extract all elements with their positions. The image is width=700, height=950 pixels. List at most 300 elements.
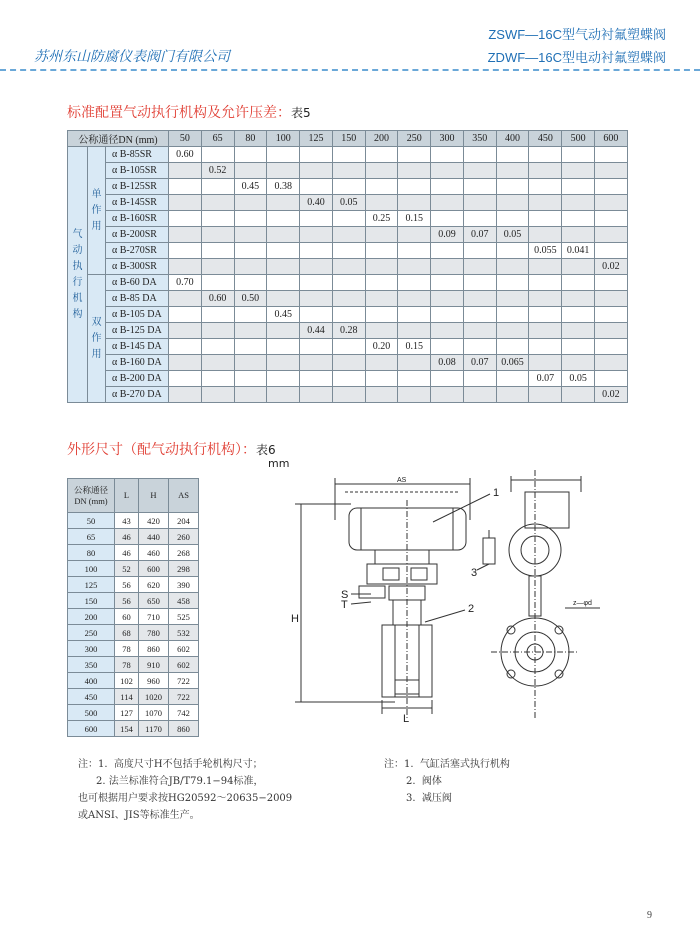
label-l: L <box>403 713 410 725</box>
actuator-model: α B-60 DA <box>106 275 169 291</box>
section6-title-text: 外形尺寸（配气动执行机构）： <box>67 442 256 458</box>
pressure-cell: 0.50 <box>234 291 267 307</box>
pressure-cell <box>365 291 398 307</box>
pressure-cell <box>594 323 627 339</box>
pressure-cell <box>529 323 562 339</box>
pressure-cell <box>562 323 595 339</box>
dimension-cell: 52 <box>115 561 139 577</box>
pressure-cell <box>169 371 202 387</box>
actuator-model: α B-85SR <box>106 147 169 163</box>
pressure-cell <box>201 211 234 227</box>
pressure-cell: 0.52 <box>201 163 234 179</box>
pressure-cell <box>332 307 365 323</box>
dimension-cell: 860 <box>169 721 199 737</box>
pressure-cell <box>267 243 300 259</box>
section6-title <box>67 439 276 459</box>
pressure-cell <box>463 323 496 339</box>
pressure-cell <box>234 227 267 243</box>
section5-table-label: 表5 <box>291 106 311 120</box>
pressure-cell: 0.055 <box>529 243 562 259</box>
pressure-cell <box>201 259 234 275</box>
dn-cell: 450 <box>68 689 115 705</box>
actuator-model: α B-160 DA <box>106 355 169 371</box>
single-acting-label: 单作用 <box>91 188 102 232</box>
pressure-cell <box>201 371 234 387</box>
table-row <box>68 147 628 163</box>
dn-column-header: 400 <box>496 131 529 147</box>
pressure-cell <box>463 275 496 291</box>
group-single-acting <box>88 147 106 275</box>
pressure-cell <box>201 147 234 163</box>
pressure-cell: 0.041 <box>562 243 595 259</box>
pressure-cell <box>496 387 529 403</box>
pressure-cell <box>169 179 202 195</box>
side-actuator <box>525 492 569 528</box>
pressure-cell: 0.28 <box>332 323 365 339</box>
pressure-cell: 0.02 <box>594 259 627 275</box>
dimension-cell: 43 <box>115 513 139 529</box>
pressure-cell: 0.05 <box>332 195 365 211</box>
dimension-cell: 602 <box>169 641 199 657</box>
note-left-2: 2. 法兰标准符合JB/T79.1−94标准， <box>96 776 264 787</box>
dn-cell: 500 <box>68 705 115 721</box>
pressure-cell <box>267 147 300 163</box>
pressure-cell <box>169 291 202 307</box>
table-row <box>68 705 199 721</box>
pressure-cell <box>496 275 529 291</box>
pressure-cell <box>594 275 627 291</box>
note-right-2: 2. 阀体 <box>406 776 442 787</box>
dimension-cell: 458 <box>169 593 199 609</box>
table-row <box>68 673 199 689</box>
pressure-cell <box>332 211 365 227</box>
pressure-cell <box>169 307 202 323</box>
dn-cell: 300 <box>68 641 115 657</box>
pressure-cell <box>201 323 234 339</box>
pressure-cell <box>529 195 562 211</box>
table-row <box>68 657 199 673</box>
pressure-cell <box>169 339 202 355</box>
dimension-cell: 60 <box>115 609 139 625</box>
valve-dimension-drawing <box>285 470 640 740</box>
pressure-cell <box>594 371 627 387</box>
label-bolt-holes: z—φd <box>573 600 592 607</box>
pressure-cell <box>332 339 365 355</box>
pressure-cell <box>529 147 562 163</box>
table-row <box>68 721 199 737</box>
pressure-cell <box>463 195 496 211</box>
pressure-cell <box>562 387 595 403</box>
pressure-cell <box>562 355 595 371</box>
pressure-cell: 0.08 <box>431 355 464 371</box>
dn-column-header: 100 <box>267 131 300 147</box>
pressure-cell <box>300 211 333 227</box>
dimension-cell: 620 <box>139 577 169 593</box>
pressure-cell <box>398 179 431 195</box>
table-row <box>68 609 199 625</box>
pressure-cell <box>267 227 300 243</box>
pressure-cell <box>234 387 267 403</box>
table-row <box>68 307 628 323</box>
pressure-cell <box>398 163 431 179</box>
dim-column-header: H <box>139 479 169 513</box>
pressure-cell <box>398 243 431 259</box>
dimension-cell: 722 <box>169 689 199 705</box>
table-row <box>68 689 199 705</box>
section5-title-text: 标准配置气动执行机构及允许压差： <box>67 105 291 121</box>
pressure-cell <box>201 227 234 243</box>
pressure-cell: 0.38 <box>267 179 300 195</box>
dimension-cell: 860 <box>139 641 169 657</box>
pressure-cell <box>267 275 300 291</box>
pressure-cell <box>365 227 398 243</box>
pressure-cell <box>365 371 398 387</box>
pressure-cell <box>562 227 595 243</box>
pressure-cell <box>169 323 202 339</box>
dimension-cell: 742 <box>169 705 199 721</box>
table-row <box>68 211 628 227</box>
dn-cell: 600 <box>68 721 115 737</box>
dn-cell: 350 <box>68 657 115 673</box>
dimension-cell: 78 <box>115 657 139 673</box>
pressure-cell: 0.065 <box>496 355 529 371</box>
pressure-cell <box>365 243 398 259</box>
pressure-cell <box>201 307 234 323</box>
pressure-cell <box>431 243 464 259</box>
pressure-cell: 0.09 <box>431 227 464 243</box>
pressure-cell: 0.45 <box>234 179 267 195</box>
pressure-cell <box>496 339 529 355</box>
pressure-cell <box>463 307 496 323</box>
table-row <box>68 355 628 371</box>
dimension-cell: 260 <box>169 529 199 545</box>
table-row <box>68 323 628 339</box>
label-actuator: 1 <box>493 487 500 499</box>
pressure-cell <box>431 387 464 403</box>
pressure-cell <box>169 163 202 179</box>
pressure-cell <box>594 291 627 307</box>
pressure-cell <box>496 323 529 339</box>
dimension-cell: 710 <box>139 609 169 625</box>
pressure-cell <box>496 371 529 387</box>
dimension-cell: 1070 <box>139 705 169 721</box>
pressure-cell <box>365 307 398 323</box>
dn-cell: 65 <box>68 529 115 545</box>
pressure-cell <box>365 387 398 403</box>
pressure-cell <box>594 163 627 179</box>
pressure-cell <box>300 387 333 403</box>
pressure-cell <box>300 339 333 355</box>
pressure-cell <box>496 195 529 211</box>
pressure-cell: 0.44 <box>300 323 333 339</box>
pressure-cell <box>496 243 529 259</box>
label-s: S <box>341 589 349 601</box>
pressure-cell <box>496 211 529 227</box>
dim-column-header: L <box>115 479 139 513</box>
pressure-cell <box>496 147 529 163</box>
pressure-reducing-valve <box>483 538 495 564</box>
pressure-cell <box>496 179 529 195</box>
section6-unit: mm <box>268 457 290 470</box>
dimension-cell: 780 <box>139 625 169 641</box>
table-row <box>68 387 628 403</box>
pressure-cell <box>431 323 464 339</box>
header-divider <box>0 69 700 71</box>
pressure-cell <box>431 371 464 387</box>
pressure-cell <box>496 163 529 179</box>
pressure-cell <box>201 243 234 259</box>
pressure-cell <box>463 371 496 387</box>
pressure-cell <box>562 339 595 355</box>
actuator-model: α B-200SR <box>106 227 169 243</box>
pressure-cell <box>463 291 496 307</box>
pressure-cell: 0.07 <box>529 371 562 387</box>
pressure-cell <box>562 195 595 211</box>
pressure-cell <box>332 291 365 307</box>
table-row <box>68 163 628 179</box>
pressure-cell <box>234 163 267 179</box>
product-title-pneumatic: ZSWF—16C型气动衬氟塑蝶阀 <box>488 27 666 42</box>
pressure-cell <box>529 211 562 227</box>
pressure-cell <box>594 243 627 259</box>
pressure-cell: 0.40 <box>300 195 333 211</box>
actuator-model: α B-270SR <box>106 243 169 259</box>
pressure-cell <box>431 339 464 355</box>
dim-column-header: AS <box>169 479 199 513</box>
pressure-cell <box>332 163 365 179</box>
dn-column-header: 500 <box>562 131 595 147</box>
dimension-table <box>67 478 199 737</box>
actuator-model: α B-125SR <box>106 179 169 195</box>
actuator-model: α B-85 DA <box>106 291 169 307</box>
dimension-cell: 78 <box>115 641 139 657</box>
pressure-cell <box>201 355 234 371</box>
pressure-cell <box>594 211 627 227</box>
pressure-cell <box>169 387 202 403</box>
dn-column-header: 600 <box>594 131 627 147</box>
dn-column-header: 200 <box>365 131 398 147</box>
dimension-cell: 204 <box>169 513 199 529</box>
pressure-cell <box>594 355 627 371</box>
note-left-1: 注：1. 高度尺寸H不包括手轮机构尺寸； <box>78 759 263 770</box>
pressure-cell <box>201 387 234 403</box>
pressure-cell <box>463 211 496 227</box>
dimension-cell: 440 <box>139 529 169 545</box>
pressure-cell <box>300 291 333 307</box>
actuator-model: α B-270 DA <box>106 387 169 403</box>
pressure-cell <box>234 371 267 387</box>
dn-cell: 50 <box>68 513 115 529</box>
dimension-cell: 46 <box>115 529 139 545</box>
notes-left <box>78 756 292 824</box>
actuator-model: α B-105SR <box>106 163 169 179</box>
pressure-cell <box>267 163 300 179</box>
note-left-3: 也可根据用户要求按HG20592～20635−2009 <box>78 793 293 804</box>
actuator-model: α B-200 DA <box>106 371 169 387</box>
pressure-cell <box>594 195 627 211</box>
pressure-cell <box>332 147 365 163</box>
pressure-cell <box>562 291 595 307</box>
dimension-cell: 46 <box>115 545 139 561</box>
pressure-cell <box>365 195 398 211</box>
dn-column-header: 150 <box>332 131 365 147</box>
table-row <box>68 339 628 355</box>
table-row <box>68 291 628 307</box>
pressure-cell <box>300 179 333 195</box>
pressure-cell <box>169 211 202 227</box>
pressure-cell <box>267 387 300 403</box>
pressure-cell <box>594 339 627 355</box>
dimension-cell: 600 <box>139 561 169 577</box>
table-row <box>68 227 628 243</box>
dn-cell: 125 <box>68 577 115 593</box>
dimension-cell: 268 <box>169 545 199 561</box>
dn-column-header: 300 <box>431 131 464 147</box>
dimension-cell: 910 <box>139 657 169 673</box>
note-right-1: 注：1. 气缸活塞式执行机构 <box>384 759 510 770</box>
pressure-cell: 0.15 <box>398 339 431 355</box>
note-right-3: 3. 减压阀 <box>406 793 452 804</box>
pressure-cell <box>300 243 333 259</box>
dimension-cell: 56 <box>115 577 139 593</box>
pressure-cell <box>365 163 398 179</box>
pressure-cell <box>398 227 431 243</box>
double-acting-label: 双作用 <box>91 316 102 360</box>
dn-column-header: 125 <box>300 131 333 147</box>
pressure-cell <box>267 339 300 355</box>
pressure-cell <box>267 291 300 307</box>
pressure-cell <box>496 307 529 323</box>
pressure-cell <box>594 227 627 243</box>
pressure-cell <box>300 163 333 179</box>
pressure-cell <box>365 259 398 275</box>
pressure-cell <box>365 323 398 339</box>
pressure-cell <box>431 179 464 195</box>
notes-right <box>384 756 510 807</box>
pressure-cell <box>463 147 496 163</box>
pressure-cell <box>365 275 398 291</box>
group-pneumatic-label: 气动执行机构 <box>72 228 83 320</box>
pressure-cell <box>267 355 300 371</box>
dimension-cell: 127 <box>115 705 139 721</box>
pressure-cell <box>529 179 562 195</box>
pressure-cell <box>431 307 464 323</box>
table-row <box>68 625 199 641</box>
dn-cell: 250 <box>68 625 115 641</box>
pressure-cell <box>529 355 562 371</box>
pressure-cell <box>234 211 267 227</box>
pressure-cell <box>398 307 431 323</box>
actuator-pressure-table <box>67 130 628 403</box>
pressure-cell <box>234 147 267 163</box>
pressure-cell <box>431 163 464 179</box>
pressure-cell: 0.25 <box>365 211 398 227</box>
dn-cell: 200 <box>68 609 115 625</box>
dimension-cell: 102 <box>115 673 139 689</box>
group-pneumatic-actuator <box>68 147 88 403</box>
actuator-model: α B-160SR <box>106 211 169 227</box>
table-row <box>68 545 199 561</box>
dimension-cell: 390 <box>169 577 199 593</box>
dim-column-header: 公称通径 DN (mm) <box>68 479 115 513</box>
dimension-cell: 1020 <box>139 689 169 705</box>
pressure-cell <box>398 371 431 387</box>
dimension-cell: 1170 <box>139 721 169 737</box>
pressure-cell <box>562 259 595 275</box>
dimension-cell: 525 <box>169 609 199 625</box>
dimension-cell: 602 <box>169 657 199 673</box>
pressure-cell <box>300 275 333 291</box>
dn-column-header: 65 <box>201 131 234 147</box>
dimension-cell: 532 <box>169 625 199 641</box>
dimension-cell: 298 <box>169 561 199 577</box>
pressure-cell <box>332 243 365 259</box>
pressure-cell <box>267 259 300 275</box>
pressure-cell <box>431 275 464 291</box>
pressure-cell <box>398 275 431 291</box>
pressure-cell <box>398 259 431 275</box>
pressure-cell <box>562 275 595 291</box>
table-row <box>68 593 199 609</box>
pressure-cell <box>234 323 267 339</box>
product-title-electric: ZDWF—16C型电动衬氟塑蝶阀 <box>487 50 666 65</box>
pressure-cell <box>463 339 496 355</box>
pressure-cell <box>496 291 529 307</box>
pressure-cell <box>398 291 431 307</box>
pressure-cell <box>562 211 595 227</box>
pressure-cell <box>169 195 202 211</box>
table-row <box>68 529 199 545</box>
pressure-cell <box>234 307 267 323</box>
pressure-cell <box>332 355 365 371</box>
dn-cell: 80 <box>68 545 115 561</box>
pressure-cell <box>234 339 267 355</box>
table-row <box>68 513 199 529</box>
pressure-cell: 0.70 <box>169 275 202 291</box>
pressure-cell: 0.45 <box>267 307 300 323</box>
pressure-cell <box>398 195 431 211</box>
group-double-acting <box>88 275 106 403</box>
pressure-cell <box>267 371 300 387</box>
pressure-cell <box>201 339 234 355</box>
dimension-cell: 960 <box>139 673 169 689</box>
pressure-cell <box>529 163 562 179</box>
pressure-cell <box>234 259 267 275</box>
pressure-cell <box>431 195 464 211</box>
pressure-cell <box>463 243 496 259</box>
pressure-cell <box>398 147 431 163</box>
pressure-cell <box>169 259 202 275</box>
pressure-cell <box>332 387 365 403</box>
pressure-cell <box>529 275 562 291</box>
pressure-cell <box>431 211 464 227</box>
dimension-cell: 650 <box>139 593 169 609</box>
pressure-cell: 0.05 <box>562 371 595 387</box>
pressure-cell <box>398 323 431 339</box>
pressure-cell <box>169 355 202 371</box>
pressure-cell <box>529 387 562 403</box>
dimension-cell: 154 <box>115 721 139 737</box>
dn-cell: 100 <box>68 561 115 577</box>
dn-cell: 150 <box>68 593 115 609</box>
pressure-cell <box>562 307 595 323</box>
pressure-cell: 0.07 <box>463 355 496 371</box>
pressure-cell <box>398 355 431 371</box>
pressure-cell <box>332 227 365 243</box>
dn-column-header: 450 <box>529 131 562 147</box>
pressure-cell <box>332 275 365 291</box>
pressure-cell <box>234 355 267 371</box>
